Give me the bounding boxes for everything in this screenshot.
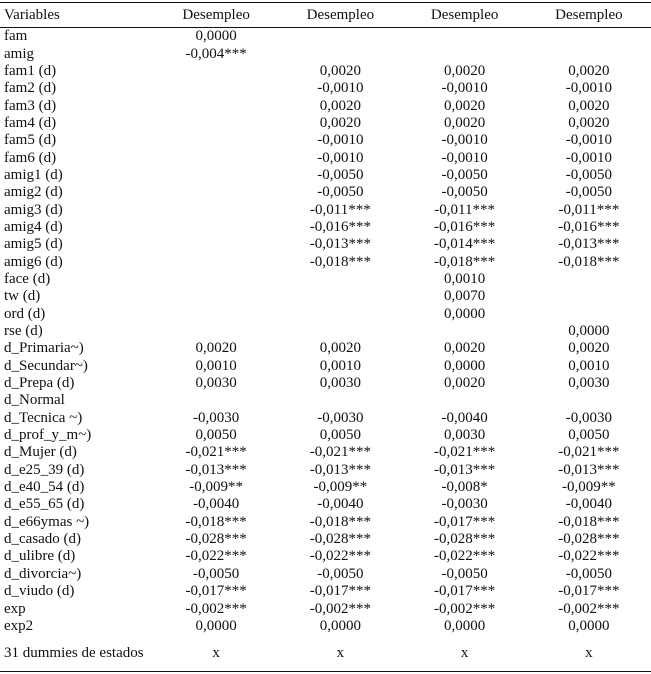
variable-label: amig	[4, 45, 34, 62]
coefficient-cell: -0,011***	[310, 201, 371, 218]
table-row	[0, 479, 651, 496]
coefficient-cell: -0,021***	[558, 444, 620, 461]
coefficient-cell: 0,0020	[319, 97, 361, 114]
coefficient-cell	[154, 97, 278, 114]
coefficient-cell: 0,0030	[195, 375, 237, 392]
coefficient-cell: -0,0010	[565, 149, 612, 166]
coefficient-cell: x	[212, 644, 220, 661]
variable-label: amig6 (d)	[4, 253, 63, 270]
header-model-1: Desempleo	[182, 6, 250, 23]
coefficient-cell: -0,028***	[434, 531, 496, 548]
variable-label: d_e40_54 (d)	[4, 479, 85, 496]
table-row	[0, 184, 651, 201]
table-row	[0, 635, 651, 672]
header-variables: Variables	[4, 6, 60, 23]
table-row	[0, 219, 651, 236]
coefficient-cell: -0,0040	[441, 409, 488, 426]
table-row	[0, 288, 651, 305]
variable-label: ord (d)	[4, 305, 46, 322]
table-row	[0, 583, 651, 600]
coefficient-cell: -0,013***	[185, 461, 247, 478]
variable-label: d_Mujer (d)	[4, 444, 77, 461]
coefficient-cell: -0,0010	[441, 132, 488, 149]
variable-label: d_viudo (d)	[4, 583, 75, 600]
coefficient-cell: -0,0050	[441, 184, 488, 201]
coefficient-cell: 0,0000	[568, 323, 610, 340]
coefficient-cell: -0,0010	[565, 132, 612, 149]
coefficient-cell	[278, 28, 402, 46]
coefficient-cell: 0,0000	[444, 305, 486, 322]
coefficient-cell	[154, 167, 278, 184]
header-model-2: Desempleo	[306, 6, 375, 23]
coefficient-cell: 0,0010	[319, 357, 361, 374]
regression-results-table	[0, 2, 651, 672]
coefficient-cell: -0,018***	[558, 253, 620, 270]
coefficient-cell: -0,011***	[558, 201, 620, 218]
coefficient-cell: -0,021***	[185, 444, 247, 461]
coefficient-cell	[154, 236, 278, 253]
variable-label: amig1 (d)	[4, 166, 63, 183]
coefficient-cell: x	[336, 644, 345, 661]
coefficient-cell: -0,013***	[558, 461, 620, 478]
coefficient-cell: 0,0000	[568, 617, 610, 634]
coefficient-cell: -0,002***	[558, 600, 620, 617]
coefficient-cell: -0,011***	[434, 201, 495, 218]
table-row	[0, 97, 651, 114]
coefficient-cell: 0,0000	[444, 617, 486, 634]
coefficient-cell: -0,013***	[558, 236, 620, 253]
coefficient-cell	[278, 45, 402, 62]
coefficient-cell	[154, 184, 278, 201]
coefficient-cell: 0,0000	[195, 617, 237, 634]
coefficient-cell: -0,022***	[434, 548, 496, 565]
variable-label: amig3 (d)	[4, 201, 63, 218]
coefficient-cell: -0,009**	[313, 479, 368, 496]
coefficient-cell: 0,0020	[319, 62, 361, 79]
table-row	[0, 253, 651, 270]
variable-label: fam6 (d)	[4, 149, 57, 166]
variable-label: d_Primaria~)	[4, 340, 84, 357]
variable-label: fam5 (d)	[4, 132, 57, 149]
header-model-3: Desempleo	[430, 6, 499, 23]
coefficient-cell	[527, 306, 651, 323]
coefficient-cell: -0,0040	[193, 496, 240, 513]
coefficient-cell: 0,0020	[444, 62, 486, 79]
coefficient-cell: -0,0010	[317, 149, 364, 166]
table-row	[0, 427, 651, 444]
coefficient-cell	[154, 149, 278, 166]
coefficient-cell: -0,0030	[317, 409, 364, 426]
coefficient-cell: 0,0020	[568, 114, 610, 131]
coefficient-cell: 0,0020	[568, 97, 610, 114]
coefficient-cell	[527, 288, 651, 305]
coefficient-cell: -0,021***	[309, 444, 371, 461]
variable-label: d_Prepa (d)	[4, 375, 75, 392]
coefficient-cell	[154, 306, 278, 323]
variable-label: rse (d)	[4, 323, 43, 340]
variable-label: d_divorcia~)	[4, 565, 82, 582]
coefficient-cell	[403, 323, 527, 340]
table-row	[0, 236, 651, 253]
coefficient-cell: 0,0030	[444, 427, 486, 444]
header-model-4: Desempleo	[555, 6, 623, 23]
coefficient-cell	[278, 271, 402, 288]
coefficient-cell: -0,028***	[558, 531, 620, 548]
table-row	[0, 28, 651, 46]
coefficient-cell: -0,017***	[434, 513, 496, 530]
coefficient-cell: -0,0050	[565, 184, 612, 201]
coefficient-cell: -0,0030	[193, 409, 240, 426]
coefficient-cell: 0,0020	[195, 340, 237, 357]
table-row	[0, 410, 651, 427]
table-row	[0, 167, 651, 184]
variable-label: amig5 (d)	[4, 236, 63, 253]
coefficient-cell: 0,0010	[195, 357, 237, 374]
coefficient-cell: -0,028***	[185, 531, 247, 548]
coefficient-cell	[527, 271, 651, 288]
coefficient-cell	[154, 288, 278, 305]
coefficient-cell: -0,0050	[193, 565, 240, 582]
variable-label: d_Tecnica ~)	[4, 409, 83, 426]
table-row	[0, 115, 651, 132]
variable-label: fam	[4, 28, 28, 45]
coefficient-cell	[154, 392, 278, 409]
coefficient-cell: -0,017***	[558, 583, 620, 600]
coefficient-cell: -0,0050	[317, 166, 364, 183]
variable-label: amig4 (d)	[4, 218, 63, 235]
table-row	[0, 132, 651, 149]
table-row	[0, 340, 651, 357]
coefficient-cell: -0,0050	[317, 565, 364, 582]
coefficient-cell: -0,028***	[309, 531, 371, 548]
coefficient-cell: 0,0050	[195, 427, 237, 444]
variable-label: d_ulibre (d)	[4, 548, 76, 565]
coefficient-cell	[278, 288, 402, 305]
variable-label: d_prof_y_m~)	[4, 427, 92, 444]
coefficient-cell: -0,017***	[309, 583, 371, 600]
coefficient-cell: -0,0030	[441, 496, 488, 513]
variable-label: d_e55_65 (d)	[4, 496, 85, 513]
variable-label: fam4 (d)	[4, 114, 57, 131]
coefficient-cell: -0,0050	[565, 565, 612, 582]
coefficient-cell	[154, 115, 278, 132]
variable-label: fam2 (d)	[4, 80, 57, 97]
coefficient-cell: 0,0050	[568, 427, 610, 444]
coefficient-cell: -0,004***	[185, 45, 247, 62]
table-row	[0, 358, 651, 375]
coefficient-cell: 0,0020	[319, 114, 361, 131]
coefficient-cell: -0,016***	[558, 218, 620, 235]
coefficient-cell: 0,0030	[319, 375, 361, 392]
coefficient-cell: -0,013***	[309, 236, 371, 253]
table-row	[0, 566, 651, 583]
coefficient-cell: -0,018***	[309, 513, 371, 530]
variable-label: amig2 (d)	[4, 184, 63, 201]
coefficient-cell	[154, 323, 278, 340]
variable-label: face (d)	[4, 270, 51, 287]
coefficient-cell: 0,0020	[319, 340, 361, 357]
coefficient-cell	[403, 45, 527, 62]
coefficient-cell: -0,018***	[185, 513, 247, 530]
coefficient-cell: 0,0070	[444, 288, 486, 305]
variable-label: d_e25_39 (d)	[4, 461, 85, 478]
coefficient-cell	[154, 80, 278, 97]
coefficient-cell: -0,013***	[434, 461, 496, 478]
coefficient-cell	[278, 392, 402, 409]
coefficient-cell	[154, 63, 278, 80]
coefficient-cell: -0,0010	[441, 149, 488, 166]
table-row	[0, 271, 651, 288]
coefficient-cell: -0,0010	[565, 80, 612, 97]
variable-label: d_Normal	[4, 392, 65, 409]
coefficient-cell: -0,0050	[565, 166, 612, 183]
coefficient-cell	[403, 392, 527, 409]
coefficient-cell: 0,0010	[568, 357, 610, 374]
coefficient-cell	[527, 28, 651, 46]
coefficient-cell: -0,022***	[309, 548, 371, 565]
coefficient-cell	[527, 45, 651, 62]
coefficient-cell: -0,014***	[434, 236, 496, 253]
coefficient-cell: -0,018***	[558, 513, 620, 530]
table-row	[0, 531, 651, 548]
table-row	[0, 375, 651, 392]
coefficient-cell	[154, 219, 278, 236]
coefficient-cell: -0,002***	[309, 600, 371, 617]
variable-label: tw (d)	[4, 288, 41, 305]
variable-label: d_Secundar~)	[4, 357, 88, 374]
coefficient-cell: 0,0020	[444, 340, 486, 357]
table-body	[0, 28, 651, 672]
table-row	[0, 149, 651, 166]
table-row	[0, 618, 651, 635]
variable-label: exp	[4, 600, 26, 617]
table-row	[0, 80, 651, 97]
coefficient-cell: -0,0040	[565, 496, 612, 513]
coefficient-cell: 0,0030	[568, 375, 610, 392]
table-row	[0, 306, 651, 323]
coefficient-cell: -0,009**	[562, 479, 616, 496]
coefficient-cell: -0,0050	[317, 184, 364, 201]
coefficient-cell	[154, 132, 278, 149]
coefficient-cell: 0,0020	[444, 375, 486, 392]
coefficient-cell: -0,0010	[317, 80, 364, 97]
coefficient-cell: -0,018***	[434, 253, 496, 270]
coefficient-cell: -0,021***	[434, 444, 496, 461]
table-row	[0, 496, 651, 513]
coefficient-cell	[527, 392, 651, 409]
coefficient-cell: 0,0010	[444, 270, 486, 287]
coefficient-cell	[154, 201, 278, 218]
coefficient-cell	[154, 271, 278, 288]
coefficient-cell: 0,0000	[195, 28, 237, 45]
table-row	[0, 600, 651, 617]
coefficient-cell: -0,0040	[317, 496, 364, 513]
coefficient-cell: -0,008*	[441, 479, 488, 496]
table-row	[0, 444, 651, 461]
coefficient-cell: -0,0030	[565, 409, 612, 426]
coefficient-cell: 0,0000	[444, 357, 486, 374]
coefficient-cell: 0,0020	[444, 114, 486, 131]
coefficient-cell: -0,013***	[309, 461, 371, 478]
coefficient-cell: -0,017***	[434, 583, 496, 600]
coefficient-cell: -0,016***	[309, 218, 371, 235]
coefficient-cell: 0,0000	[319, 617, 361, 634]
variable-label: d_casado (d)	[4, 531, 82, 548]
coefficient-cell: -0,016***	[434, 218, 496, 235]
variable-label: 31 dummies de estados	[4, 644, 144, 661]
table-row	[0, 548, 651, 565]
coefficient-cell: -0,022***	[558, 548, 620, 565]
table-row	[0, 63, 651, 80]
coefficient-cell: -0,009**	[189, 479, 243, 496]
coefficient-cell	[403, 28, 527, 46]
coefficient-cell: x	[585, 644, 593, 661]
coefficient-cell: -0,0010	[441, 80, 488, 97]
coefficient-cell	[154, 253, 278, 270]
variable-label: fam1 (d)	[4, 62, 57, 79]
coefficient-cell	[278, 306, 402, 323]
table-row	[0, 201, 651, 218]
coefficient-cell: -0,017***	[185, 583, 247, 600]
variable-label: d_e66ymas ~)	[4, 513, 90, 530]
table-row	[0, 462, 651, 479]
coefficient-cell	[278, 323, 402, 340]
table-row	[0, 323, 651, 340]
table-row	[0, 514, 651, 531]
coefficient-cell: -0,0050	[441, 166, 488, 183]
coefficient-cell: -0,0010	[317, 132, 364, 149]
variable-label: fam3 (d)	[4, 97, 57, 114]
coefficient-cell: -0,022***	[185, 548, 247, 565]
coefficient-cell: 0,0020	[444, 97, 486, 114]
coefficient-cell: 0,0020	[568, 340, 610, 357]
table-row	[0, 45, 651, 62]
coefficient-cell: 0,0050	[319, 427, 361, 444]
variable-label: exp2	[4, 617, 34, 634]
coefficient-cell: 0,0020	[568, 62, 610, 79]
table-header-row	[0, 3, 651, 28]
table-row	[0, 392, 651, 409]
coefficient-cell: -0,018***	[309, 253, 371, 270]
coefficient-cell: -0,002***	[434, 600, 496, 617]
coefficient-cell: x	[460, 644, 469, 661]
coefficient-cell: -0,0050	[441, 565, 488, 582]
coefficient-cell: -0,002***	[185, 600, 247, 617]
